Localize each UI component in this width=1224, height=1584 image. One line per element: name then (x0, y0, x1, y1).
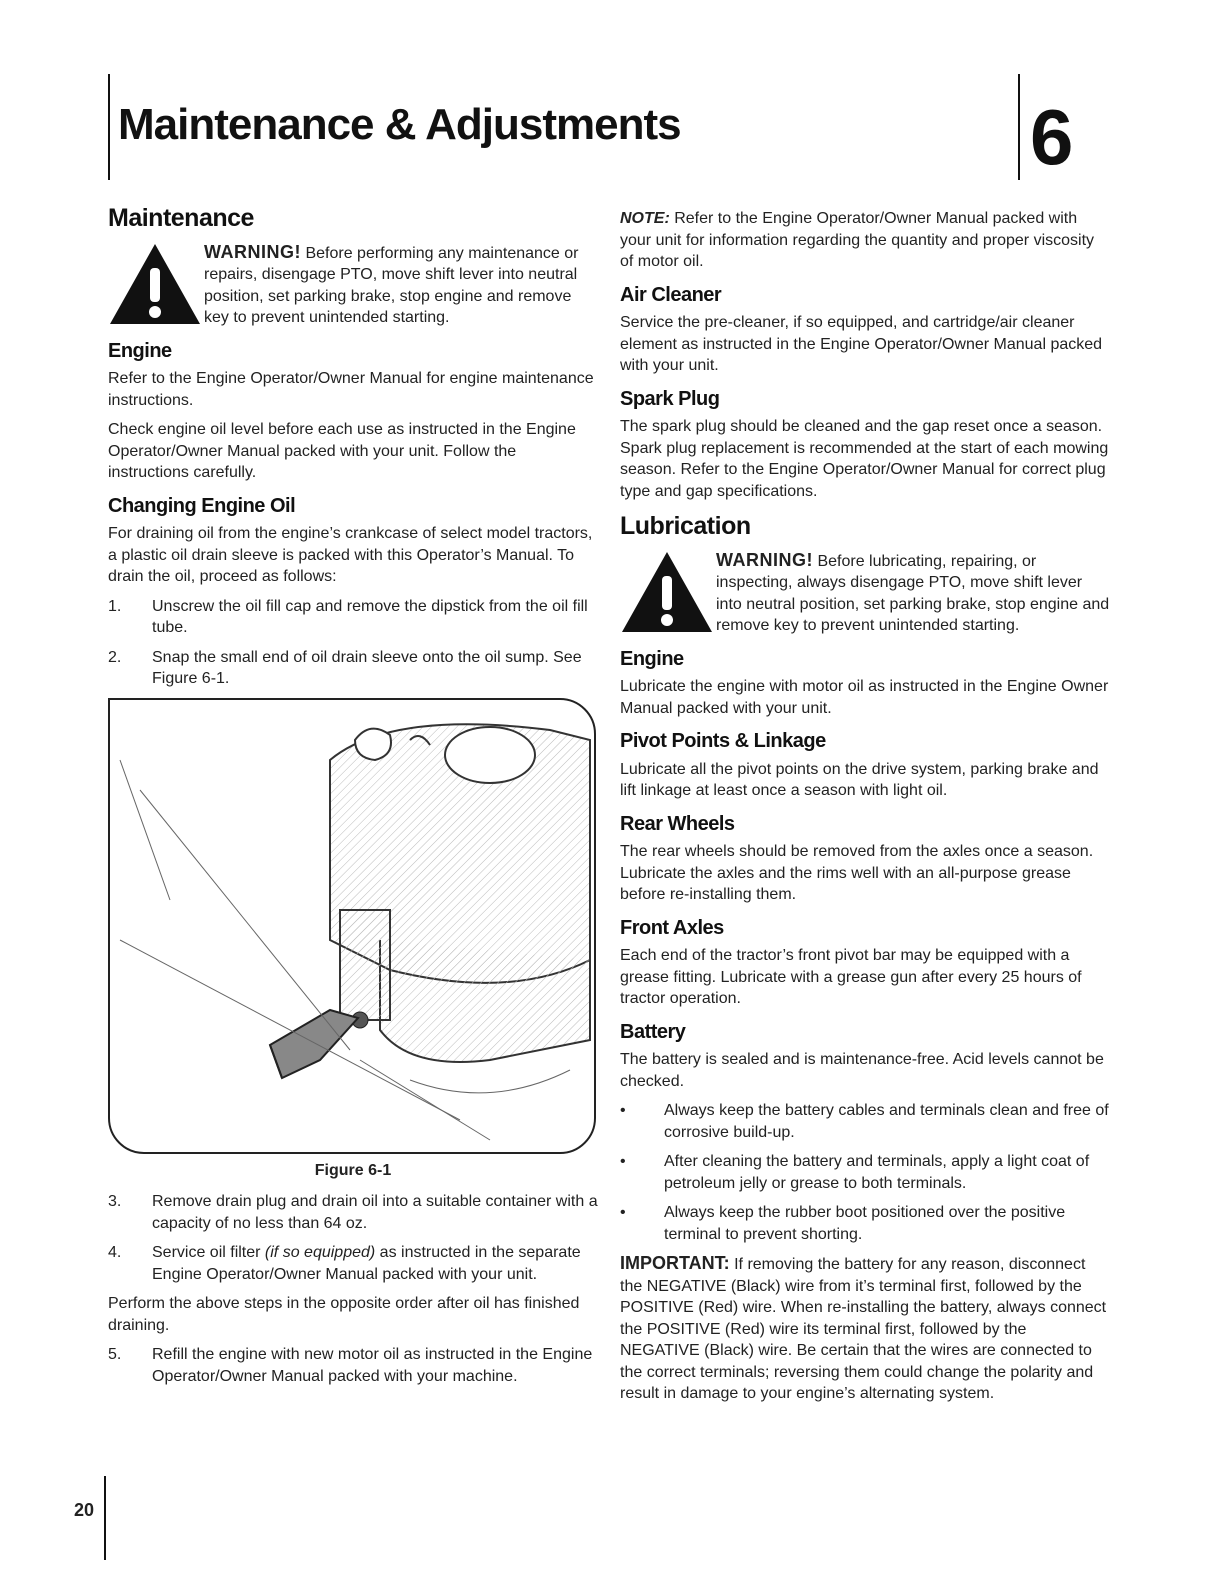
right-column (620, 208, 1110, 1413)
important-label: IMPORTANT: (620, 1253, 730, 1273)
front-axles-heading: Front Axles (620, 916, 724, 939)
oil-steps-list (108, 596, 598, 690)
figure-caption: Figure 6-1 (314, 1161, 392, 1179)
step-text: Snap the small end of oil drain sleeve onto the oil sump. See Figure 6-1. (152, 648, 582, 687)
important-text: If removing the battery for any reason, disconnect the NEGATIVE (Black) wire from it’s terminal first, followed by the POSITIVE (Red) wire. When re-installing the battery, always connect the POSITIVE (Red) wire its terminal first, followed by the NEGATIVE (Black) wire. Be certain that the wires are connected to the correct terminals; reversing them could change the polarity and result in damage to your engine’s alternating system. (620, 1256, 1107, 1402)
pivot-points-text: Lubricate all the pivot points on the drive system, parking brake and lift linkage at least once a season with light oil. (620, 760, 1099, 799)
warning-label: WARNING! (204, 241, 301, 262)
important-paragraph (620, 1253, 1110, 1405)
front-axles-text: Each end of the tractor’s front pivot bar may be equipped with a grease fitting. Lubricate with a grease gun after every 25 hours of tractor operation. (620, 947, 1082, 1007)
bullet-marker: • (620, 1204, 626, 1221)
step-text-italic: (if so equipped) (264, 1244, 376, 1261)
oil-steps-list-final (108, 1344, 598, 1387)
list-item (620, 1202, 1110, 1245)
bullet-marker: • (620, 1153, 626, 1170)
list-item (108, 1191, 598, 1234)
engine-drain-sleeve-illustration (110, 700, 594, 1152)
battery-text: The battery is sealed and is maintenance-free. Acid levels cannot be checked. (620, 1051, 1104, 1090)
header-left-rule (108, 74, 110, 180)
warning-text: Before performing any maintenance or repairs, disengage PTO, move shift lever into neutral position, set parking brake, stop engine and remove key to prevent unintended starting. (204, 244, 579, 326)
rear-wheels-text: The rear wheels should be removed from the axles once a season. Lubricate the axles and the rims well with an all-purpose grease before re-installing them. (620, 843, 1094, 903)
list-item (108, 1344, 598, 1387)
maintenance-heading: Maintenance (108, 204, 254, 232)
note-label: NOTE: (620, 210, 670, 227)
step-text: Remove drain plug and drain oil into a suitable container with a capacity of no less than 64 oz. (152, 1193, 598, 1232)
pivot-points-heading: Pivot Points & Linkage (620, 730, 826, 752)
spark-plug-text: The spark plug should be cleaned and the gap reset once a season. Spark plug replacement is recommended at the start of each mowing season. Refer to the Engine Operator/Owner Manual for correct plug type and gap specifications. (620, 418, 1109, 500)
chapter-title: Maintenance & Adjustments (118, 100, 681, 149)
page-number: 20 (74, 1500, 95, 1520)
note-text: Refer to the Engine Operator/Owner Manual packed with your unit for information regarding the quantity and proper viscosity of motor oil. (620, 210, 1095, 270)
bullet-text: After cleaning the battery and terminals, apply a light coat of petroleum jelly or grease to both terminals. (664, 1153, 1090, 1192)
engine-paragraph-2: Check engine oil level before each use as instructed in the Engine Operator/Owner Manual packed with your unit. Follow the instructions carefully. (108, 421, 576, 481)
bullet-marker: • (620, 1102, 626, 1119)
bullet-text: Always keep the rubber boot positioned over the positive terminal to prevent shorting. (664, 1204, 1066, 1243)
warning-triangle-icon (620, 550, 714, 634)
step-text (152, 1242, 598, 1285)
step-text-part: Service oil filter (152, 1244, 265, 1261)
changing-oil-intro: For draining oil from the engine’s crankcase of select model tractors, a plastic oil drain sleeve is packed with this Operator’s Manual. To drain the oil, proceed as follows: (108, 525, 593, 585)
air-cleaner-text: Service the pre-cleaner, if so equipped, and cartridge/air cleaner element as instructed in the Engine Operator/Owner Manual packed with your unit. (620, 314, 1103, 374)
bullet-text: Always keep the battery cables and terminals clean and free of corrosive build-up. (664, 1102, 1109, 1141)
note-paragraph (620, 208, 1110, 273)
figure-6-1-illustration (108, 698, 596, 1154)
battery-heading: Battery (620, 1020, 686, 1043)
step-text-part: as instructed in the separate Engine Operator/Owner Manual packed with your unit. (152, 1244, 581, 1283)
warning-triangle-icon (108, 242, 202, 326)
lubrication-warning (620, 550, 1110, 637)
list-item (620, 1151, 1110, 1194)
lube-engine-text: Lubricate the engine with motor oil as instructed in the Engine Owner Manual packed with your unit. (620, 678, 1109, 717)
step-number: 1. (108, 597, 122, 615)
engine-paragraph-1: Refer to the Engine Operator/Owner Manual for engine maintenance instructions. (108, 370, 594, 409)
air-cleaner-heading: Air Cleaner (620, 283, 722, 306)
step-text: Refill the engine with new motor oil as instructed in the Engine Operator/Owner Manual packed with your machine. (152, 1346, 593, 1385)
step-text: Unscrew the oil fill cap and remove the dipstick from the oil fill tube. (152, 597, 588, 636)
left-column (108, 204, 598, 1395)
chapter-number: 6 (1030, 93, 1074, 181)
step-number: 3. (108, 1193, 122, 1210)
warning-label: WARNING! (716, 549, 813, 570)
oil-steps-list-continued (108, 1191, 598, 1285)
lubrication-heading: Lubrication (620, 512, 751, 540)
list-item (108, 596, 598, 639)
list-item (108, 647, 598, 690)
list-item (108, 1242, 598, 1285)
warning-text: Before lubricating, repairing, or inspecting, always disengage PTO, move shift lever into neutral position, set parking brake, stop engine and remove key to prevent unintended starting. (716, 552, 1110, 634)
rear-wheels-heading: Rear Wheels (620, 812, 735, 835)
lube-engine-heading: Engine (620, 647, 684, 670)
maintenance-warning (108, 242, 598, 329)
engine-heading: Engine (108, 339, 172, 362)
footer-rule (104, 1476, 106, 1560)
changing-oil-heading: Changing Engine Oil (108, 494, 296, 517)
step-number: 2. (108, 648, 122, 666)
header-right-rule (1018, 74, 1020, 180)
step-number: 5. (108, 1346, 122, 1363)
battery-bullet-list (620, 1100, 1110, 1245)
spark-plug-heading: Spark Plug (620, 387, 720, 410)
list-item (620, 1100, 1110, 1143)
step-number: 4. (108, 1244, 122, 1261)
after-steps-paragraph: Perform the above steps in the opposite order after oil has finished draining. (108, 1295, 580, 1334)
